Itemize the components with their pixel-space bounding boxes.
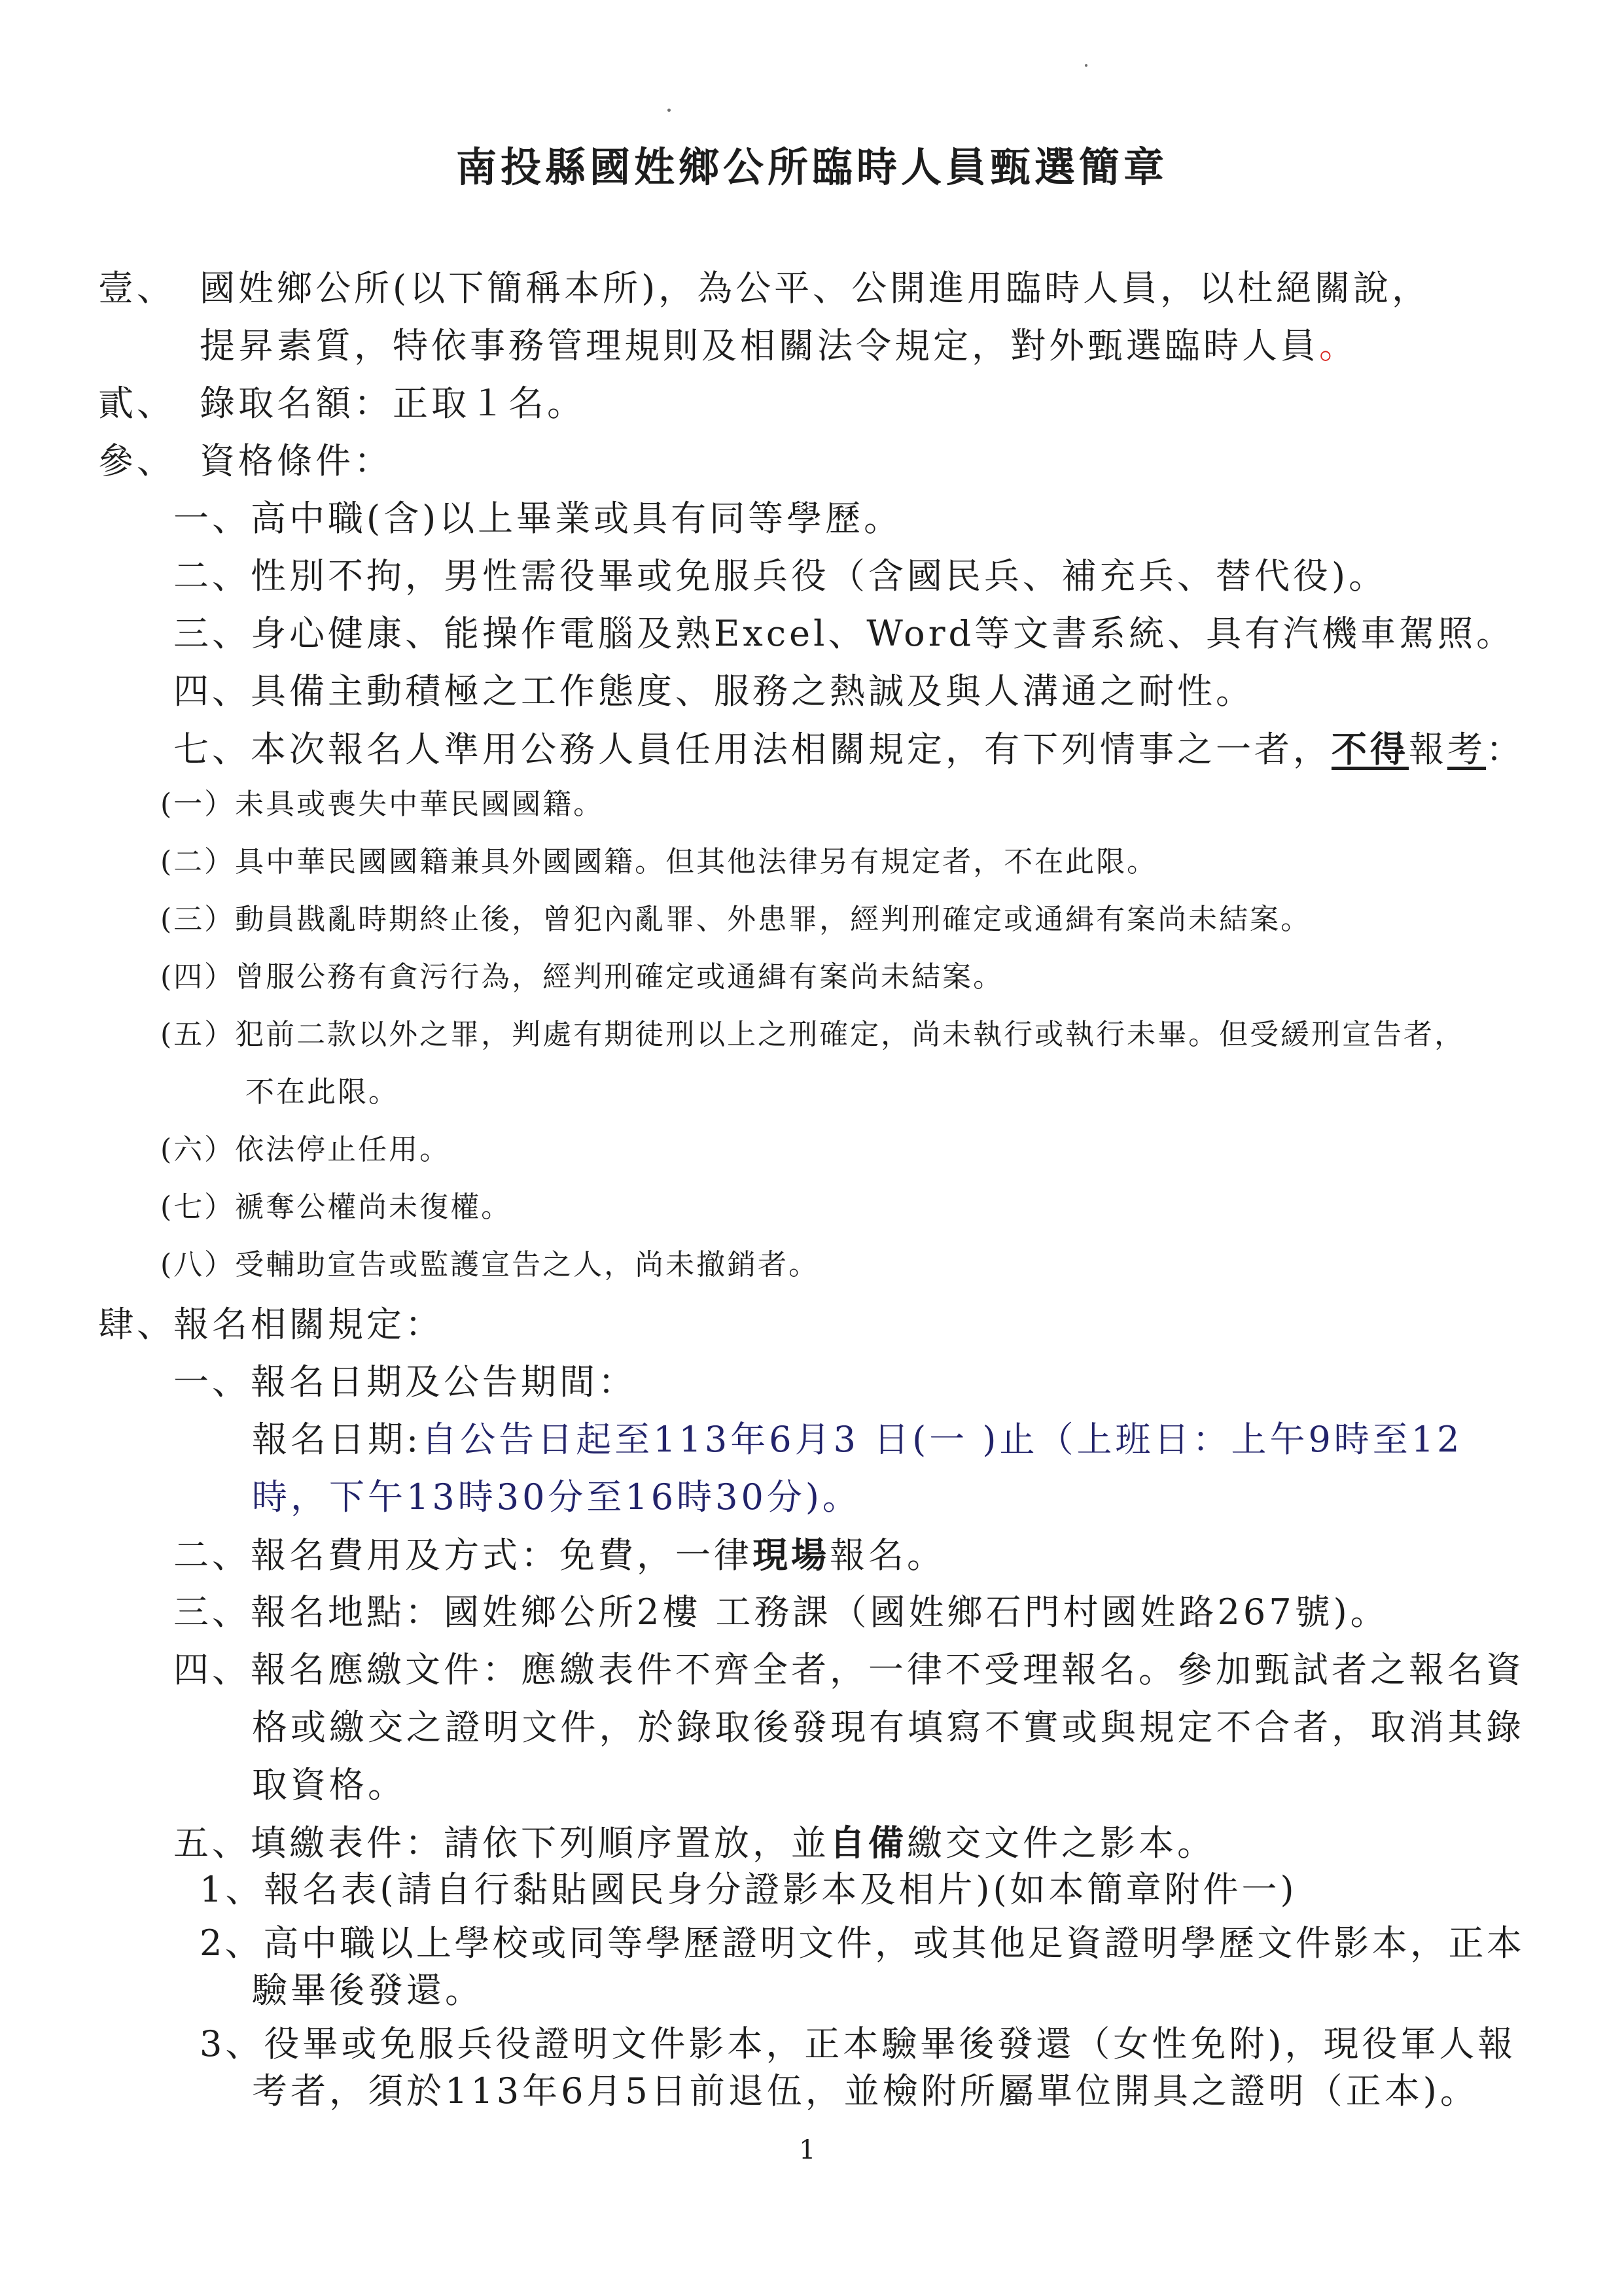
scan-speck <box>667 109 671 112</box>
disqualification-1: (一）未具或喪失中華民國國籍。 <box>160 788 605 821</box>
document-item-3-line-2: 考者，須於113年6月5日前退伍，並檢附所屬單位開具之證明（正本)。 <box>252 2070 1479 2112</box>
section-3-number: 參、 <box>98 440 175 481</box>
document-order-heading: 五、填繳表件：請依下列順序置放，並自備繳交文件之影本。 <box>173 1822 1216 1864</box>
registration-period-heading: 一、報名日期及公告期間： <box>173 1361 637 1402</box>
registration-fee: 二、報名費用及方式：免費，一律現場報名。 <box>173 1534 945 1576</box>
page-title: 南投縣國姓鄉公所臨時人員甄選簡章 <box>455 143 1168 191</box>
registration-date-value: 自公告日起至113年6月3 日(一 )止（上班日：上午9時至12 <box>421 1419 1463 1460</box>
qualification-item-7: 七、本次報名人準用公務人員任用法相關規定，有下列情事之一者，不得報考： <box>173 728 1525 770</box>
qualification-item-1: 一、高中職(含)以上畢業或具有同等學歷。 <box>173 498 903 539</box>
section-3-heading: 資格條件： <box>200 440 393 481</box>
disqualification-4: (四）曾服公務有貪污行為，經判刑確定或通緝有案尚未結案。 <box>160 960 1004 994</box>
registration-date: 報名日期:自公告日起至113年6月3 日(一 )止（上班日：上午9時至12 <box>252 1419 1463 1460</box>
disqualification-6: (六）依法停止任用。 <box>160 1133 451 1166</box>
exam-underline: 考 <box>1447 729 1486 770</box>
disqualification-3: (三）動員戡亂時期終止後，曾犯內亂罪、外患罪，經判刑確定或通緝有案尚未結案。 <box>160 903 1312 936</box>
required-documents-line-2: 格或繳交之證明文件，於錄取後發現有填寫不實或與規定不合者，取消其錄 <box>252 1707 1525 1748</box>
registration-date-value-cont: 時，下午13時30分至16時30分)。 <box>252 1476 861 1518</box>
section-1-line-2: 提昇素質，特依事務管理規則及相關法令規定，對外甄選臨時人員。 <box>200 325 1358 366</box>
section-2-number: 貳、 <box>98 383 175 424</box>
registration-location: 三、報名地點：國姓鄉公所2樓 工務課（國姓鄉石門村國姓路267號)。 <box>173 1592 1389 1633</box>
section-1-end-mark: 。 <box>1319 325 1358 366</box>
section-4-number: 肆、 <box>98 1304 175 1345</box>
disqualification-8: (八）受輔助宣告或監護宣告之人，尚未撤銷者。 <box>160 1248 820 1281</box>
self-prepared-emphasis: 自備 <box>830 1822 907 1864</box>
disqualification-5-cont: 不在此限。 <box>245 1075 399 1109</box>
qualification-item-4: 四、具備主動積極之工作態度、服務之熱誠及與人溝通之耐性。 <box>173 670 1254 712</box>
document-item-2-line-1: 2、高中職以上學校或同等學歷證明文件，或其他足資證明學歷文件影本，正本 <box>200 1922 1525 1964</box>
onsite-emphasis: 現場 <box>752 1534 830 1576</box>
disqualification-5: (五）犯前二款以外之罪，判處有期徒刑以上之刑確定，尚未執行或執行未畢。但受緩刑宣告者， <box>160 1018 1466 1051</box>
required-documents-line-3: 取資格。 <box>252 1764 406 1805</box>
disqualification-7: (七）褫奪公權尚未復權。 <box>160 1191 512 1224</box>
section-1-number: 壹、 <box>98 268 175 309</box>
section-1-line-1: 國姓鄉公所(以下簡稱本所)，為公平、公開進用臨時人員，以杜絕關說， <box>200 268 1431 309</box>
qualification-item-3: 三、身心健康、能操作電腦及熟Excel、Word等文書系統、具有汽機車駕照。 <box>173 613 1515 654</box>
page-number: 1 <box>799 2135 816 2165</box>
not-allowed-emphasis: 不得 <box>1332 728 1409 770</box>
required-documents-line-1: 四、報名應繳文件：應繳表件不齊全者，一律不受理報名。參加甄試者之報名資 <box>173 1649 1525 1690</box>
document-item-2-line-2: 驗畢後發還。 <box>252 1970 484 2011</box>
document-item-3-line-1: 3、役畢或免服兵役證明文件影本，正本驗畢後發還（女性免附)，現役軍人報 <box>200 2023 1517 2064</box>
section-4-heading: 報名相關規定： <box>173 1304 444 1345</box>
document-item-1: 1、報名表(請自行黏貼國民身分證影本及相片)(如本簡章附件一) <box>200 1869 1297 1910</box>
scan-speck <box>1085 64 1087 67</box>
qualification-item-2: 二、性別不拘，男性需役畢或免服兵役（含國民兵、補充兵、替代役)。 <box>173 555 1388 597</box>
section-2-text: 錄取名額：正取１名。 <box>200 383 586 424</box>
disqualification-2: (二）具中華民國國籍兼具外國國籍。但其他法律另有規定者，不在此限。 <box>160 845 1158 878</box>
